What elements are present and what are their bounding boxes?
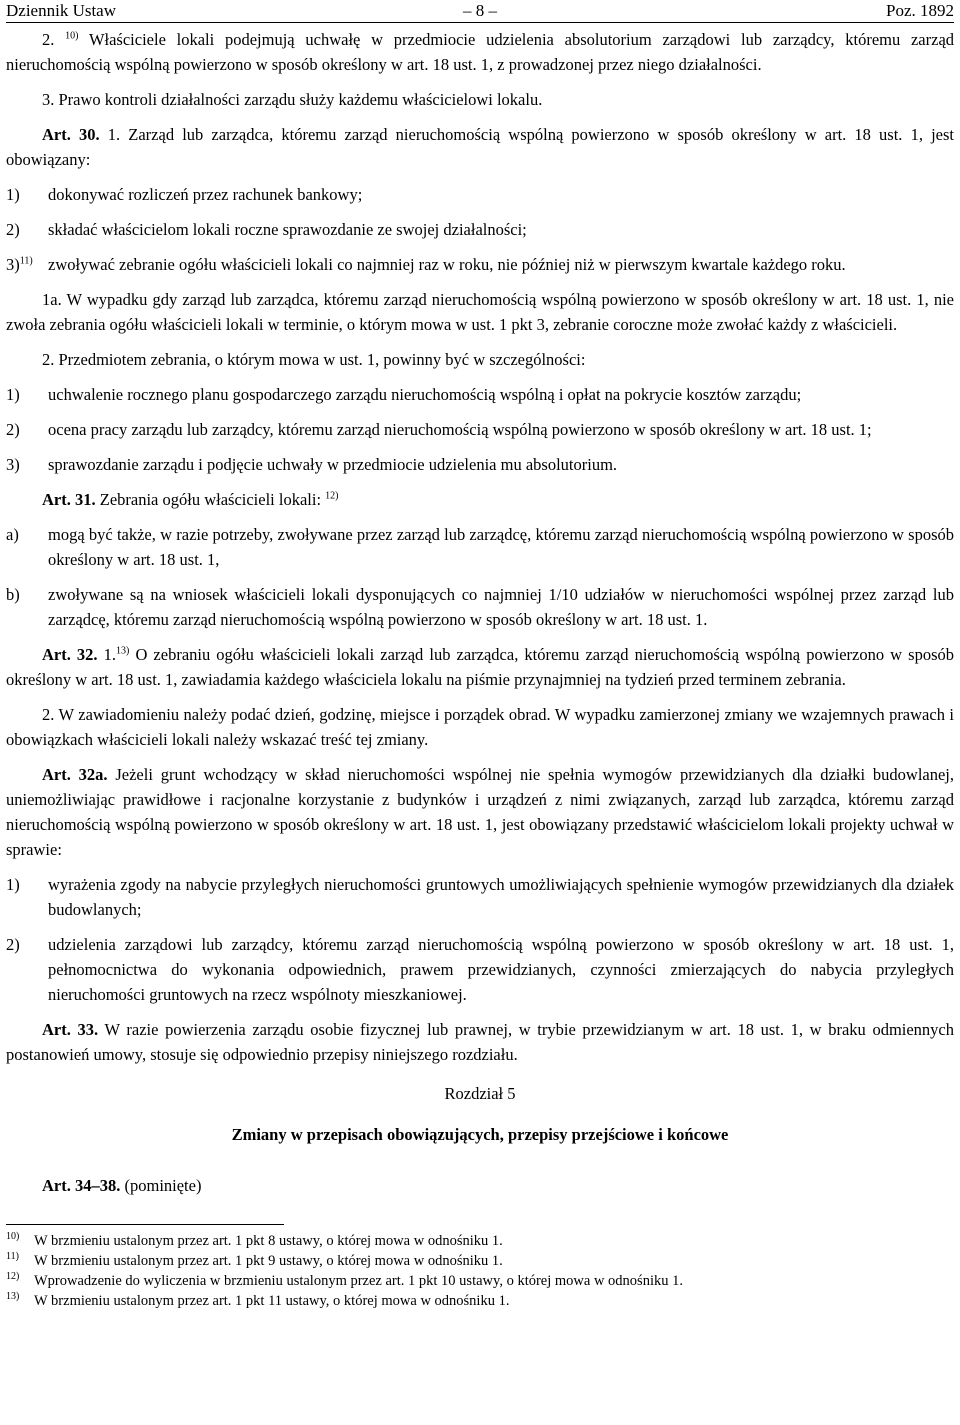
art29-par2: 2. $^{10)}$ Właściciele lokali podejmują uchwałę w przedmiocie udzielenia absolutorium zarządowi lub zarządcy, któremu zarząd nieruchomością wspólną powierzono w sposób określony w art. 18 ust. 1, z prowadzonej przez niego działalności.: [6, 30, 955, 74]
footnote-ref[interactable]: 11): [19, 255, 33, 267]
journal-name: Dziennik Ustaw: [6, 1, 117, 20]
article-label: Art. 32.: [42, 645, 98, 664]
list-item: 1) uchwalenie rocznego planu gospodarczego zarządu nieruchomością wspólną i opłat na pokrycie kosztów zarządu;: [6, 385, 802, 404]
art32a-intro: Art. 32a. Jeżeli grunt wchodzący w skład nieruchomości wspólnej nie spełnia wymogów przewidzianych dla działki budowlanej, uniemożliwiając prawidłowe i racjonalne korzystanie z budynków i urządzeń z nimi związanych, zarząd lub zarządca, któremu zarząd nieruchomością wspólną powierzono w sposób określony w art. 18 ust. 1, jest obowiązany przedstawić właścicielom lokali projekty uchwał w sprawie:: [6, 765, 955, 859]
art33: Art. 33. W razie powierzenia zarządu osobie fizycznej lub prawnej, w trybie przewidzianym w art. 18 ust. 1, w braku odmiennych postanowień umowy, stosuje się odpowiednio przepisy niniejszego rozdziału.: [6, 1020, 955, 1064]
art32-par2: 2. W zawiadomieniu należy podać dzień, godzinę, miejsce i porządek obrad. W wypadku zamierzonej zmiany we wzajemnych prawach i obowiązkach właścicieli lokali należy wskazać treść tej zmiany.: [6, 705, 954, 749]
list-item: 3) sprawozdanie zarządu i podjęcie uchwały w przedmiocie udzielenia mu absolutorium.: [6, 455, 618, 474]
list-item: 1) dokonywać rozliczeń przez rachunek bankowy;: [6, 185, 363, 204]
article-label: Art. 34–38.: [42, 1176, 121, 1195]
footnote: 12) Wprowadzenie do wyliczenia w brzmieniu ustalonym przez art. 1 pkt 10 ustawy, o której mowa w odnośniku 1.: [6, 1271, 683, 1289]
art30-par1a: 1a. W wypadku gdy zarząd lub zarządca, któremu zarząd nieruchomością wspólną powierzono w sposób określony w art. 18 ust. 1, nie zwoła zebrania ogółu właścicieli lokali w terminie, o którym mowa w ust. 1 pkt 3, zebranie coroczne może zwołać każdy z właścicieli.: [6, 290, 954, 334]
list-item: 3)$^{11)}$ zwoływać zebranie ogółu właścicieli lokali co najmniej raz w roku, nie później niż w pierwszym kwartale każdego roku.: [6, 255, 846, 274]
footnote-divider: [6, 1224, 284, 1225]
page-number: – 8 –: [463, 1, 497, 20]
article-label: Art. 30.: [42, 125, 100, 144]
art30-par1: Art. 30. 1. Zarząd lub zarządca, któremu zarząd nieruchomością wspólną powierzono w sposób określony w art. 18 ust. 1, jest obowiązany:: [6, 125, 954, 169]
list-item: 2) ocena pracy zarządu lub zarządcy, któremu zarząd nieruchomością wspólną powierzono w sposób określony w art. 18 ust. 1;: [6, 420, 872, 439]
position-number: Poz. 1892: [886, 1, 954, 20]
footnote-ref[interactable]: 10): [65, 30, 79, 42]
article-label: Art. 31.: [42, 490, 96, 509]
art34-38: Art. 34–38. (pominięte): [42, 1176, 202, 1195]
footnote: 13) W brzmieniu ustalonym przez art. 1 pkt 11 ustawy, o której mowa w odnośniku 1.: [6, 1291, 510, 1309]
footnote: 10) W brzmieniu ustalonym przez art. 1 pkt 8 ustawy, o której mowa w odnośniku 1.: [6, 1231, 503, 1249]
art32-par1: Art. 32. 1.$^{13)}$ O zebraniu ogółu właścicieli lokali zarząd lub zarządca, któremu zarząd nieruchomością wspólną powierzono w sposób określony w art. 18 ust. 1, zawiadamia każdego właściciela lokalu na piśmie przynajmniej na tydzień przed terminem zebrania.: [6, 645, 954, 689]
footnote-ref[interactable]: 13): [116, 645, 130, 657]
chapter-title: Zmiany w przepisach obowiązujących, przepisy przejściowe i końcowe: [231, 1125, 729, 1144]
footnote-ref[interactable]: 12): [325, 490, 339, 502]
list-item: b) zwoływane są na wniosek właścicieli lokali dysponujących co najmniej 1/10 udziałów w nieruchomości wspólnej przez zarząd lub zarządcę, któremu zarząd nieruchomością wspólną powierzono w sposób określony w art. 18 ust. 1.: [6, 585, 954, 629]
article-label: Art. 33.: [42, 1020, 99, 1039]
list-item: a) mogą być także, w razie potrzeby, zwoływane przez zarząd lub zarządcę, któremu zarząd nieruchomością wspólną powierzono w sposób określony w art. 18 ust. 1,: [6, 525, 954, 569]
art29-par3: 3. Prawo kontroli działalności zarządu służy każdemu właścicielowi lokalu.: [42, 90, 543, 109]
list-item: 2) składać właścicielom lokali roczne sprawozdanie ze swojej działalności;: [6, 220, 527, 239]
footnote: 11) W brzmieniu ustalonym przez art. 1 pkt 9 ustawy, o której mowa w odnośniku 1.: [6, 1251, 503, 1269]
list-item: 1) wyrażenia zgody na nabycie przyległych nieruchomości gruntowych umożliwiających spełnienie wymogów przewidzianych dla działek budowlanych;: [6, 875, 954, 919]
document-body: [6, 27, 954, 1311]
article-label: Art. 32a.: [42, 765, 108, 784]
page-header: [6, 0, 954, 23]
chapter-number: Rozdział 5: [444, 1084, 516, 1103]
art30-par2: 2. Przedmiotem zebrania, o którym mowa w ust. 1, powinny być w szczególności:: [42, 350, 586, 369]
art31-intro: Art. 31. Zebrania ogółu właścicieli lokali: $^{12)}$: [42, 490, 339, 509]
list-item: 2) udzielenia zarządowi lub zarządcy, któremu zarząd nieruchomością wspólną powierzono w sposób określony w art. 18 ust. 1, pełnomocnictwa do wykonania odpowiednich, prawem przewidzianych, czynności zmierzających do nabycia przyległych nieruchomości gruntowych na rzecz wspólnoty mieszkaniowej.: [6, 935, 954, 1004]
